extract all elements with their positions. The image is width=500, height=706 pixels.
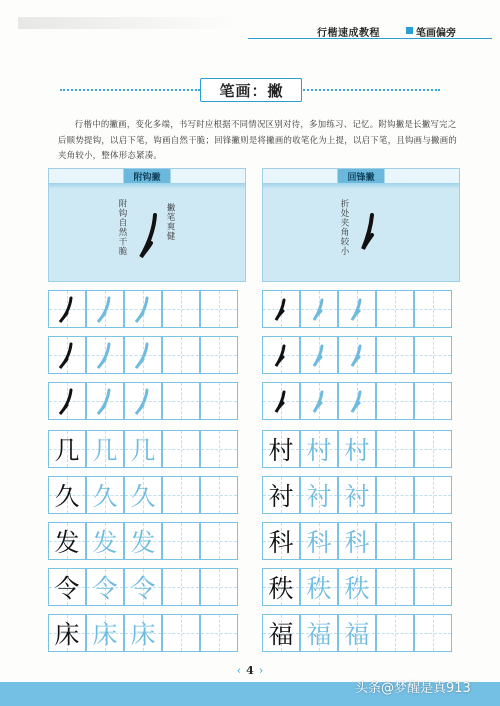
practice-cell bbox=[262, 382, 300, 420]
practice-cell bbox=[162, 522, 200, 560]
practice-cell bbox=[124, 336, 162, 374]
practice-cell bbox=[200, 614, 238, 652]
practice-cell bbox=[300, 336, 338, 374]
practice-cell bbox=[300, 382, 338, 420]
practice-cell bbox=[86, 614, 124, 652]
practice-cell bbox=[414, 336, 452, 374]
hook-pie-stroke-icon bbox=[137, 209, 167, 269]
practice-cell bbox=[200, 568, 238, 606]
practice-cell bbox=[300, 430, 338, 468]
practice-cell bbox=[300, 614, 338, 652]
practice-cell bbox=[300, 476, 338, 514]
practice-cell bbox=[338, 382, 376, 420]
stroke-sample-icon bbox=[87, 291, 125, 329]
practice-cell bbox=[86, 382, 124, 420]
practice-cell bbox=[262, 476, 300, 514]
practice-character: 福 bbox=[344, 620, 370, 649]
practice-cell bbox=[338, 430, 376, 468]
practice-character: 科 bbox=[306, 528, 332, 557]
panel-label: 附钩撇 bbox=[123, 169, 170, 185]
stroke-sample-icon bbox=[87, 383, 125, 421]
panel-note-left: 附钩自然干脆 bbox=[117, 199, 127, 256]
practice-character: 福 bbox=[306, 620, 332, 649]
stroke-sample-icon bbox=[263, 383, 301, 421]
practice-cell bbox=[48, 476, 86, 514]
demo-panel-return-pie bbox=[262, 168, 460, 282]
stroke-sample-icon bbox=[339, 383, 377, 421]
practice-cell bbox=[262, 336, 300, 374]
practice-character: 发 bbox=[130, 528, 156, 557]
category-label: 笔画偏旁 bbox=[416, 28, 456, 39]
practice-cell bbox=[86, 336, 124, 374]
stroke-sample-icon bbox=[49, 291, 87, 329]
practice-cell bbox=[162, 290, 200, 328]
practice-cell bbox=[124, 476, 162, 514]
practice-cell bbox=[48, 614, 86, 652]
stroke-sample-icon bbox=[339, 291, 377, 329]
practice-cell bbox=[48, 336, 86, 374]
practice-cell bbox=[48, 382, 86, 420]
practice-cell bbox=[162, 476, 200, 514]
practice-cell bbox=[338, 476, 376, 514]
practice-cell bbox=[48, 568, 86, 606]
practice-cell bbox=[162, 614, 200, 652]
practice-cell bbox=[124, 522, 162, 560]
practice-character: 几 bbox=[54, 436, 80, 465]
stroke-sample-icon bbox=[301, 383, 339, 421]
practice-character: 衬 bbox=[268, 482, 294, 511]
practice-cell bbox=[338, 614, 376, 652]
stroke-sample-icon bbox=[301, 337, 339, 375]
practice-character: 久 bbox=[92, 482, 118, 511]
practice-cell bbox=[200, 336, 238, 374]
watermark: 头条@梦醒是真913 bbox=[355, 681, 471, 696]
practice-character: 久 bbox=[130, 482, 156, 511]
practice-cell bbox=[376, 336, 414, 374]
practice-cell bbox=[414, 568, 452, 606]
practice-cell bbox=[414, 382, 452, 420]
practice-character: 床 bbox=[54, 620, 80, 649]
practice-cell bbox=[376, 290, 414, 328]
practice-character: 久 bbox=[54, 482, 80, 511]
practice-cell bbox=[162, 568, 200, 606]
practice-character: 令 bbox=[92, 574, 118, 603]
practice-cell bbox=[376, 430, 414, 468]
stroke-sample-icon bbox=[49, 383, 87, 421]
practice-character: 村 bbox=[306, 436, 332, 465]
square-bullet-icon bbox=[406, 27, 413, 34]
book-title: 行楷速成教程 bbox=[317, 28, 380, 39]
practice-cell bbox=[414, 522, 452, 560]
practice-cell bbox=[200, 476, 238, 514]
practice-cell bbox=[86, 476, 124, 514]
practice-cell bbox=[86, 430, 124, 468]
practice-cell bbox=[162, 430, 200, 468]
practice-cell bbox=[48, 290, 86, 328]
practice-character: 秩 bbox=[268, 574, 294, 603]
section-banner bbox=[60, 78, 440, 102]
practice-character: 村 bbox=[344, 436, 370, 465]
practice-character: 令 bbox=[130, 574, 156, 603]
practice-character: 衬 bbox=[344, 482, 370, 511]
practice-cell bbox=[262, 430, 300, 468]
practice-character: 床 bbox=[130, 620, 156, 649]
practice-cell bbox=[300, 290, 338, 328]
faded-header-text bbox=[18, 17, 238, 29]
practice-cell bbox=[86, 568, 124, 606]
practice-character: 发 bbox=[92, 528, 118, 557]
practice-character: 令 bbox=[54, 574, 80, 603]
practice-cell bbox=[376, 382, 414, 420]
practice-cell bbox=[162, 382, 200, 420]
return-pie-stroke-icon bbox=[355, 207, 385, 267]
practice-cell bbox=[124, 568, 162, 606]
demo-panel-hook-pie bbox=[48, 168, 246, 282]
practice-cell bbox=[200, 382, 238, 420]
practice-cell bbox=[376, 614, 414, 652]
stroke-sample-icon bbox=[301, 291, 339, 329]
practice-cell bbox=[414, 476, 452, 514]
practice-character: 福 bbox=[268, 620, 294, 649]
practice-cell bbox=[262, 614, 300, 652]
practice-cell bbox=[200, 522, 238, 560]
practice-cell bbox=[338, 290, 376, 328]
practice-cell bbox=[338, 336, 376, 374]
practice-cell bbox=[162, 336, 200, 374]
practice-cell bbox=[48, 522, 86, 560]
practice-cell bbox=[262, 522, 300, 560]
practice-cell bbox=[300, 568, 338, 606]
practice-cell bbox=[124, 290, 162, 328]
intro-paragraph: 行楷中的撇画，变化多端，书写时应根据不同情况区别对待，多加练习、记忆。附钩撇是长撇写完之后顺势提钩，以启下笔，钩画自然干脆；回锋撇则是将撇画的收笔化为上提，以启下笔，且钩画与撇画的夹角较小，整体形态紧凑。 bbox=[58, 119, 458, 160]
practice-cell bbox=[86, 522, 124, 560]
stroke-sample-icon bbox=[125, 383, 163, 421]
dotted-rule-right bbox=[300, 89, 440, 91]
stroke-sample-icon bbox=[263, 291, 301, 329]
panel-note-right: 折处夹角较小 bbox=[339, 199, 349, 256]
panel-label: 回锋撇 bbox=[337, 169, 384, 185]
top-bar bbox=[0, 0, 500, 40]
practice-character: 几 bbox=[92, 436, 118, 465]
practice-character: 秩 bbox=[344, 574, 370, 603]
dotted-rule-left bbox=[60, 89, 200, 91]
practice-cell bbox=[200, 290, 238, 328]
practice-cell bbox=[300, 522, 338, 560]
section-title: 笔画：撇 bbox=[219, 82, 284, 100]
practice-character: 衬 bbox=[306, 482, 332, 511]
practice-cell bbox=[262, 290, 300, 328]
practice-character: 村 bbox=[268, 436, 294, 465]
practice-cell bbox=[262, 568, 300, 606]
practice-character: 科 bbox=[268, 528, 294, 557]
page-number: ‹ 4 › bbox=[236, 664, 264, 677]
practice-cell bbox=[200, 430, 238, 468]
stroke-sample-icon bbox=[125, 337, 163, 375]
practice-cell bbox=[414, 430, 452, 468]
practice-cell bbox=[124, 430, 162, 468]
stroke-sample-icon bbox=[125, 291, 163, 329]
practice-cell bbox=[414, 290, 452, 328]
practice-cell bbox=[376, 476, 414, 514]
practice-cell bbox=[48, 430, 86, 468]
practice-cell bbox=[338, 522, 376, 560]
practice-cell bbox=[338, 568, 376, 606]
practice-character: 秩 bbox=[306, 574, 332, 603]
practice-character: 床 bbox=[92, 620, 118, 649]
practice-character: 科 bbox=[344, 528, 370, 557]
practice-cell bbox=[86, 290, 124, 328]
practice-character: 几 bbox=[130, 436, 156, 465]
practice-cell bbox=[124, 382, 162, 420]
stroke-sample-icon bbox=[263, 337, 301, 375]
practice-character: 发 bbox=[54, 528, 80, 557]
stroke-sample-icon bbox=[49, 337, 87, 375]
stroke-sample-icon bbox=[87, 337, 125, 375]
panel-note-right: 撇笔爽健 bbox=[165, 203, 175, 241]
practice-cell bbox=[414, 614, 452, 652]
practice-cell bbox=[376, 522, 414, 560]
practice-cell bbox=[376, 568, 414, 606]
stroke-sample-icon bbox=[339, 337, 377, 375]
practice-cell bbox=[124, 614, 162, 652]
